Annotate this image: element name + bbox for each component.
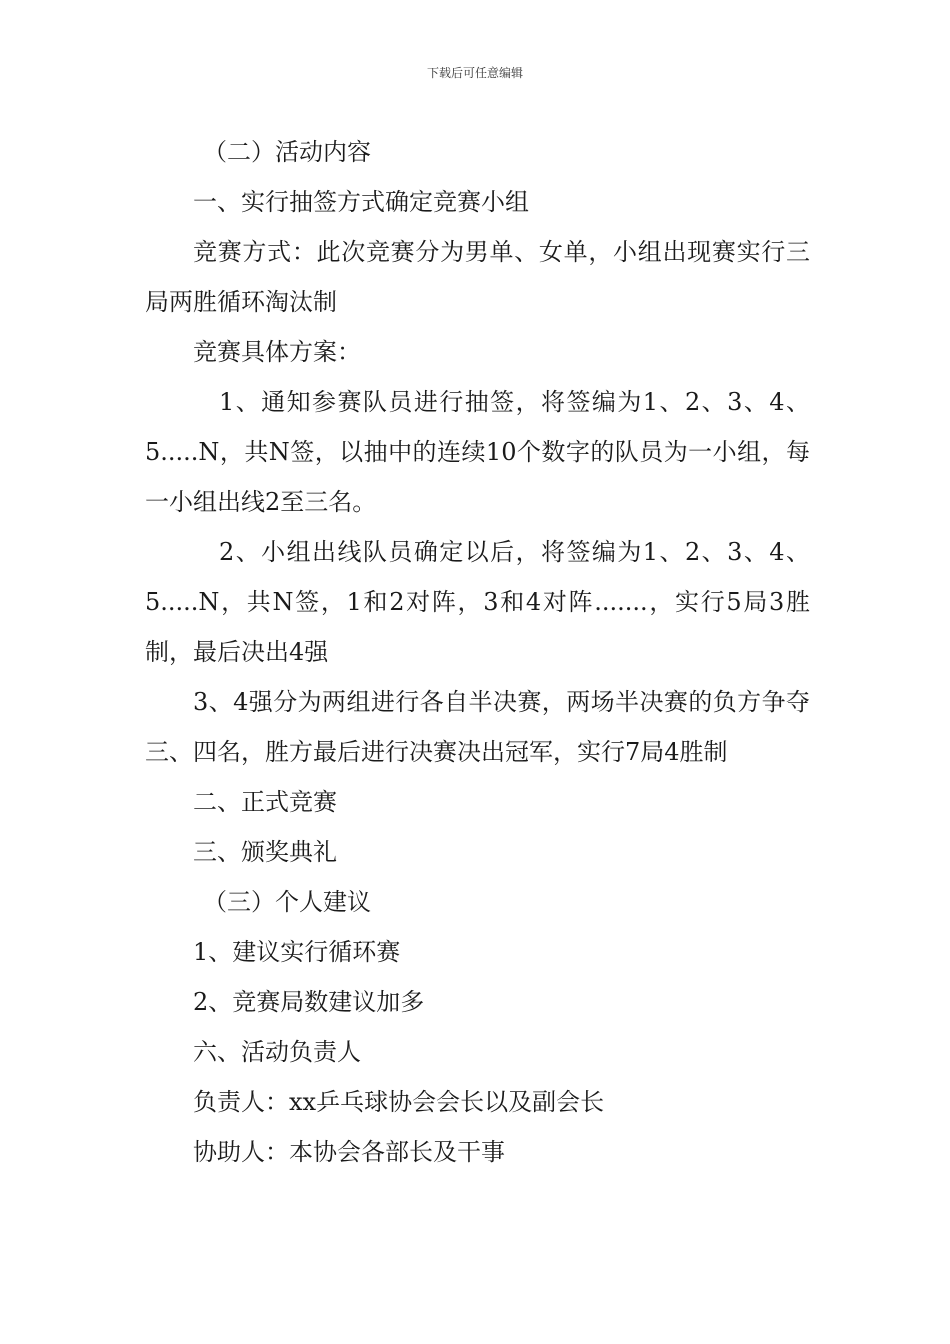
item-activity-leader: 六、活动负责人 <box>193 1038 361 1066</box>
page-header: 下载后可任意编辑 <box>426 66 523 80</box>
item-grouping-by-lot: 一、实行抽签方式确定竞赛小组 <box>193 188 529 216</box>
item-official-competition: 二、正式竞赛 <box>193 788 337 816</box>
paragraph-plan-heading: 竞赛具体方案： <box>193 338 361 366</box>
paragraph-competition-format: 竞赛方式：此次竞赛分为男单、女单，小组出现赛实行三局两胜循环淘汰制 <box>145 238 810 316</box>
section-heading-personal-suggestions: （三）个人建议 <box>203 888 371 916</box>
item-award-ceremony: 三、颁奖典礼 <box>193 838 337 866</box>
paragraph-plan-step-2: 2、小组出线队员确定以后，将签编为1、2、3、4、5.....N，共N签，1和2对阵，3和4对阵.......，实行5局3胜制，最后决出4强 <box>145 538 810 666</box>
paragraph-assistants: 协助人：本协会各部长及干事 <box>193 1138 505 1166</box>
paragraph-person-in-charge: 负责人：xx乒乓球协会会长以及副会长 <box>193 1088 605 1116</box>
paragraph-plan-step-1: 1、通知参赛队员进行抽签，将签编为1、2、3、4、5.....N，共N签，以抽中的连续10个数字的队员为一小组，每一小组出线2至三名。 <box>145 388 810 516</box>
section-heading-activity-content: （二）活动内容 <box>203 138 371 166</box>
document-body <box>145 127 810 1177</box>
suggestion-1: 1、建议实行循环赛 <box>193 938 401 966</box>
suggestion-2: 2、竞赛局数建议加多 <box>193 988 425 1016</box>
paragraph-plan-step-3: 3、4强分为两组进行各自半决赛，两场半决赛的负方争夺三、四名，胜方最后进行决赛决出冠军，实行7局4胜制 <box>145 688 810 766</box>
